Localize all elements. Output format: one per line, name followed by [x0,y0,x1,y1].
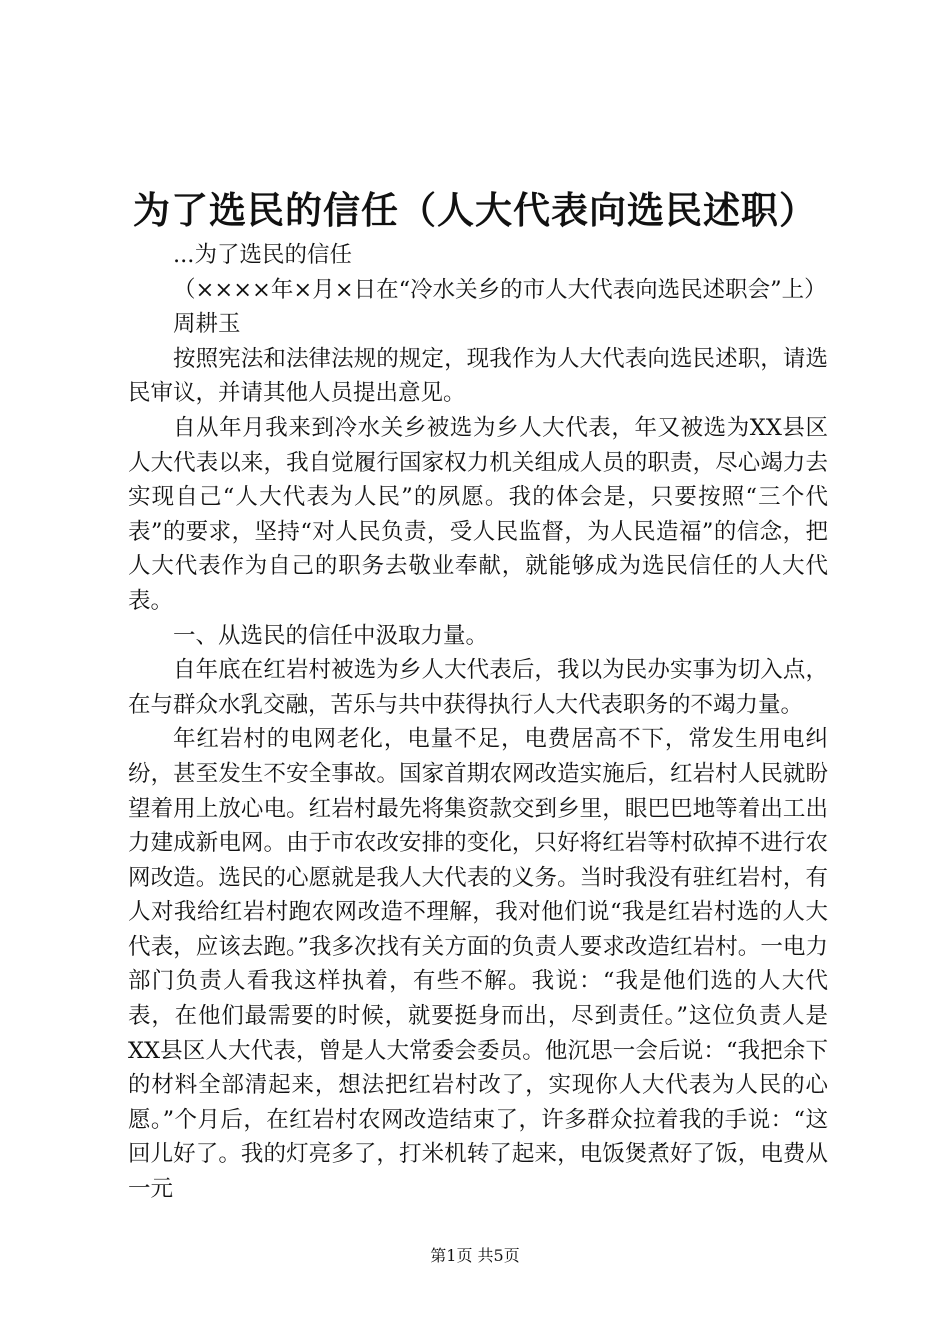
document-subtitle: ...为了选民的信任 [173,242,352,268]
section-heading-1: 一、从选民的信任中汲取力量。 [173,622,489,649]
paragraph-2: 自从年月我来到冷水关乡被选为乡人大代表，年又被选为XX县区人大代表以来，我自觉履行国家权力机关组成人员的职责，尽心竭力去实现自己“人大代表为人民”的夙愿。我的体会是，只要按照“三个代表”的要求，坚持“对人民负责，受人民监督，为人民造福”的信念，把人大代表作为自己的职务去敬业奉献，就能够成为选民信任的人大代表。 [128,414,828,614]
page-footer: 第1页 共5页 [430,1246,520,1265]
paragraph-3: 自年底在红岩村被选为乡人大代表后，我以为民办实事为切入点，在与群众水乳交融，苦乐与共中获得执行人大代表职务的不竭力量。 [128,657,828,718]
document-author: 周耕玉 [173,311,241,338]
document-body [128,238,828,1207]
paragraph-4: 年红岩村的电网老化，电量不足，电费居高不下，常发生用电纠纷，甚至发生不安全事故。国家首期农网改造实施后，红岩村人民就盼望着用上放心电。红岩村最先将集资款交到乡里，眼巴巴地等着出工出力建成新电网。由于市农改安排的变化，只好将红岩等村砍掉不进行农网改造。选民的心愿就是我人大代表的义务。当时我没有驻红岩村，有人对我给红岩村跑农网改造不理解，我对他们说“我是红岩村选的人大代表，应该去跑。”我多次找有关方面的负责人要求改造红岩村。一电力部门负责人看我这样执着，有些不解。我说：“我是他们选的人大代表，在他们最需要的时候，就要挺身而出，尽到责任。”这位负责人是XX县区人大代表，曾是人大常委会委员。他沉思一会后说：“我把余下的材料全部清起来，想法把红岩村改了，实现你人大代表为人民的心愿。”个月后，在红岩村农网改造结束了，许多群众拉着我的手说：“这回儿好了。我的灯亮多了，打米机转了起来，电饭煲煮好了饭，电费从一元 [128,726,828,1203]
document-title: 为了选民的信任（人大代表向选民述职） [133,188,817,232]
document-dateline: （××××年×月×日在“冷水关乡的市人大代表向选民述职会”上） [173,276,827,303]
paragraph-1: 按照宪法和法律法规的规定，现我作为人大代表向选民述职，请选民审议，并请其他人员提出意见。 [128,345,828,407]
